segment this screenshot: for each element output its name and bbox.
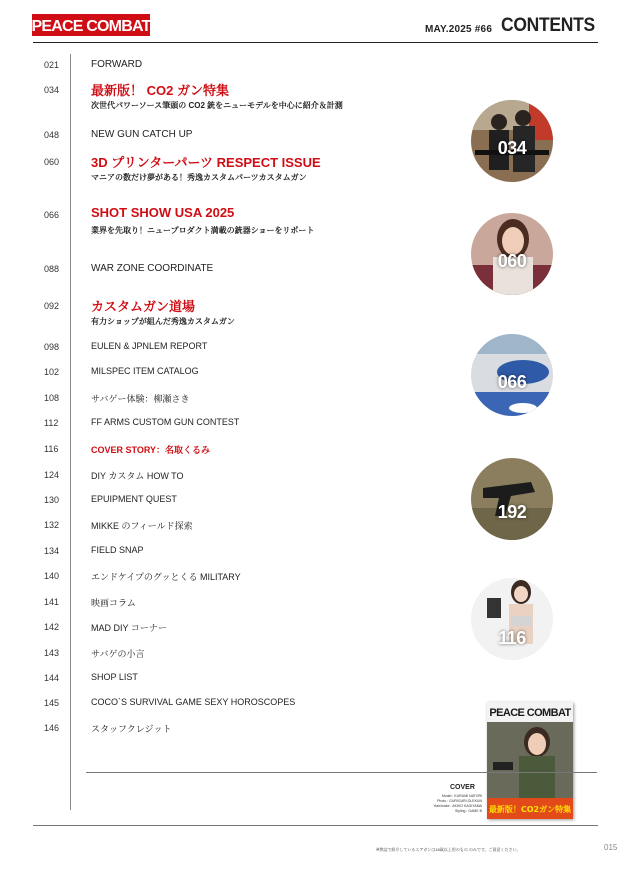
toc-title[interactable]: EULEN & JPNLEM REPORT: [91, 341, 208, 351]
toc-page-number: 143: [44, 648, 60, 658]
toc-page-number: 060: [44, 157, 60, 167]
photo-circle-192: [471, 458, 553, 540]
bottom-rule: [33, 825, 598, 826]
cover-image-icon: [487, 702, 573, 819]
toc-page-number: 141: [44, 597, 60, 607]
toc-title[interactable]: MAD DIY コーナー: [91, 623, 167, 633]
cover-heading: COVER: [450, 784, 475, 791]
toc-page-number: 124: [44, 470, 60, 480]
toc-title[interactable]: 映画コラム: [91, 598, 136, 608]
toc-page-number: 112: [44, 418, 59, 428]
photo-pistol-on-gear-icon: [471, 458, 553, 540]
photo-circle-116: [471, 578, 553, 660]
top-rule: [33, 42, 598, 43]
toc-page-number: 130: [44, 495, 60, 505]
toc-page-number: 145: [44, 698, 60, 708]
toc-page-number: 144: [44, 673, 60, 683]
vertical-rule: [70, 54, 71, 810]
toc-title[interactable]: 3D プリンターパーツ RESPECT ISSUE: [91, 155, 321, 170]
toc-title[interactable]: FF ARMS CUSTOM GUN CONTEST: [91, 417, 240, 427]
toc-title[interactable]: EPUIPMENT QUEST: [91, 494, 177, 504]
toc-title[interactable]: SHOT SHOW USA 2025: [91, 205, 235, 220]
footnote: ※弊誌で紹介しているエアガンは18歳以上用のもの のみです。ご留意ください。: [376, 847, 521, 852]
toc-title[interactable]: DIY カスタム HOW TO: [91, 471, 184, 481]
toc-title[interactable]: MILSPEC ITEM CATALOG: [91, 366, 199, 376]
cover-thumbnail: [487, 702, 573, 819]
toc-title[interactable]: 最新版！ CO2 ガン特集: [91, 83, 229, 98]
toc-page-number: 048: [44, 130, 60, 140]
toc-title[interactable]: サバゲの小言: [91, 649, 145, 659]
toc-page-number: 102: [44, 367, 60, 377]
toc-page-number: 098: [44, 342, 60, 352]
cover-credit: Photo : GURIGURI,OLEKUN: [437, 799, 482, 803]
toc-page-number: 108: [44, 393, 60, 403]
photo-label-116: 116: [498, 628, 526, 648]
toc-page-number: 142: [44, 622, 60, 632]
photo-circle-060: [471, 213, 553, 295]
toc-page-number: 134: [44, 546, 60, 556]
toc-title[interactable]: COCO`S SURVIVAL GAME SEXY HOROSCOPES: [91, 697, 296, 707]
toc-subtitle: 業界を先取り！ニュープロダクト満載の銃器ショーをリポート: [91, 226, 315, 235]
toc-title[interactable]: FORWARD: [91, 59, 143, 70]
toc-title[interactable]: COVER STORY：名取くるみ: [91, 445, 211, 455]
toc-title[interactable]: スタッフクレジット: [91, 724, 172, 734]
page-number: 015: [604, 843, 618, 852]
cover-credit: Model : KURUMI NATORI: [441, 794, 482, 798]
toc-title[interactable]: エンドケイプのグッとくる MILITARY: [91, 572, 241, 582]
toc-page-number: 092: [44, 301, 60, 311]
photo-label-034: 034: [497, 138, 527, 158]
toc-page-number: 021: [44, 60, 60, 70]
toc-subtitle: 次世代パワーソース筆頭の CO2 銃をニューモデルを中心に紹介＆計測: [91, 101, 343, 110]
toc-page-number: 088: [44, 264, 60, 274]
toc-subtitle: 有力ショップが組んだ秀逸カスタムガン: [91, 317, 235, 326]
toc-title[interactable]: サバゲー体験：柳瀬さき: [91, 394, 190, 404]
toc-page-number: 140: [44, 571, 60, 581]
toc-page-number: 034: [44, 85, 60, 95]
logo-text: PEACE COMBAT: [32, 18, 150, 35]
toc-subtitle: マニアの数だけ夢がある！秀逸カスタムパーツカスタムガン: [91, 173, 307, 182]
toc-title[interactable]: WAR ZONE COORDINATE: [91, 263, 214, 274]
photo-label-060: 060: [497, 251, 527, 271]
toc-page-number: 146: [44, 723, 60, 733]
cover-credit: Hair/make : AKIKO KAGIYAMA: [433, 804, 482, 808]
cover-mini-headline: 最新版！CO2ガン特集: [488, 805, 572, 814]
toc-title[interactable]: カスタムガン道場: [91, 299, 196, 314]
photo-circle-034: [471, 100, 553, 182]
toc-title[interactable]: MIKKE のフィールド探索: [91, 521, 193, 531]
photo-label-066: 066: [497, 372, 527, 392]
mid-rule: [86, 772, 597, 773]
page-title: CONTENTS: [501, 15, 595, 36]
toc-page-number: 132: [44, 520, 60, 530]
toc-title[interactable]: NEW GUN CATCH UP: [91, 129, 193, 140]
toc-page-number: 066: [44, 210, 60, 220]
issue-label: MAY.2025 #66: [425, 24, 493, 35]
photo-label-192: 192: [497, 502, 527, 522]
cover-mini-logo: PEACE COMBAT: [489, 707, 571, 719]
toc-page-number: 116: [44, 444, 59, 454]
photo-circle-066: [471, 334, 553, 416]
cover-credit: Styling : GAME B: [454, 809, 482, 813]
toc-title[interactable]: FIELD SNAP: [91, 545, 144, 555]
peace-combat-logo: [32, 14, 150, 36]
toc-title[interactable]: SHOP LIST: [91, 672, 138, 682]
